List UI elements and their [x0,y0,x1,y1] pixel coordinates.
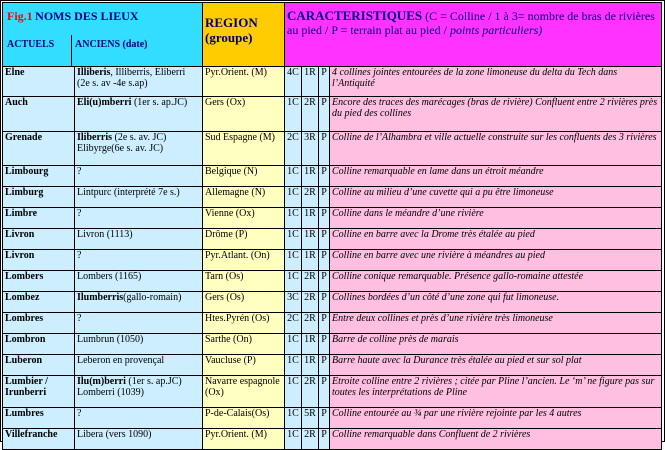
plain-cell [319,208,330,229]
ancient-name-cell [75,208,203,229]
plain-flag: P [321,429,327,440]
plain-flag: P [321,355,327,366]
rivers-cell [302,355,319,376]
rivers-cell [302,313,319,334]
current-name-cell [3,408,75,429]
current-name-cell [3,187,75,208]
region-cell [203,271,285,292]
current-name-cell [3,334,75,355]
table-row [3,313,662,334]
plain-cell [319,429,330,450]
current-name-cell [3,208,75,229]
hills-count: 3C [287,292,299,303]
description: Colline en barre avec une rivière à méandres au pied [332,250,545,261]
hills-cell [285,376,302,408]
hills-cell [285,429,302,450]
rivers-count: 1R [304,250,316,261]
hills-count: 1C [287,408,299,419]
ancient-name-detail: ? [77,313,82,324]
ancient-name-cell [75,132,203,166]
rivers-cell [302,334,319,355]
table-row [3,97,662,132]
rivers-count: 3R [304,132,316,143]
current-name-cell [3,132,75,166]
places-table [2,2,662,450]
region: Tarn (Os) [205,271,244,282]
ancient-name-detail: Libera (vers 1090) [77,429,152,440]
ancient-name-cell [75,97,203,132]
current-name: Lombez [5,292,40,303]
ancient-name-cell [75,355,203,376]
header-region [203,3,285,67]
region-cell [203,313,285,334]
description-cell [330,208,662,229]
description-cell [330,334,662,355]
plain-flag: P [321,208,327,219]
rivers-count: 1R [304,355,316,366]
plain-flag: P [321,292,327,303]
ancient-name-cell [75,67,203,97]
rivers-cell [302,208,319,229]
hills-cell [285,334,302,355]
ancient-name-detail: (2e s. av. JC) Elibyrge(6e s. av. JC) [77,132,167,154]
region: Htes.Pyrén (Os) [205,313,270,324]
ancient-name-main: Eli(u)mberri [77,97,132,108]
region-cell [203,97,285,132]
plain-cell [319,229,330,250]
description: Colline dans le méandre d’une rivière [332,208,484,219]
plain-cell [319,334,330,355]
rivers-cell [302,429,319,450]
region: Gers (Ox) [205,97,246,108]
hills-cell [285,271,302,292]
description-cell [330,67,662,97]
ancient-name-cell [75,408,203,429]
description-cell [330,132,662,166]
plain-flag: P [321,132,327,143]
plain-cell [319,292,330,313]
hills-cell [285,97,302,132]
description-cell [330,355,662,376]
current-name: Lombron [5,334,46,345]
region: Sarthe (On) [205,334,252,345]
current-name: Limburg [5,187,44,198]
current-name-cell [3,429,75,450]
hills-cell [285,208,302,229]
hills-count: 2C [287,132,299,143]
description-cell [330,166,662,187]
header-characteristics [285,3,662,67]
description: Entre deux collines et près d’une rivière très limoneuse [332,313,553,324]
description: Barre haute avec la Durance très étalée au pied et sur sol plat [332,355,582,366]
ancient-name-cell [75,250,203,271]
plain-cell [319,376,330,408]
description-cell [330,250,662,271]
table-row [3,355,662,376]
header-carac-desc: (C = Colline / 1 à 3= nombre de bras de rivières au pied / P = terrain plat au pied / [287,9,655,37]
plain-cell [319,250,330,271]
rivers-cell [302,376,319,408]
description: Encore des traces des marécages (bras de rivière) Confluent entre 2 rivières près du pied des collines [332,97,658,119]
rivers-count: 2R [304,313,316,324]
table-row [3,408,662,429]
region: Navarre espagnole (Ox) [205,376,280,398]
description: Colline conique remarquable. Présence gallo-romaine attestée [332,271,584,282]
plain-cell [319,132,330,166]
description-cell [330,408,662,429]
ancient-name-detail: Livron (1113) [77,229,133,240]
ancient-name-main: Ilu(m)berri [77,376,126,387]
current-name-cell [3,67,75,97]
ancient-name-detail: (1er s. ap.JC) [131,97,188,108]
current-name: Auch [5,97,28,108]
hills-cell [285,187,302,208]
current-name: Livron [5,229,35,240]
hills-cell [285,250,302,271]
description: Colline remarquable dans Confluent de 2 rivières [332,429,531,440]
ancient-name-main: Illiberis [77,67,111,78]
figure-label: Fig.1 [7,9,33,23]
description-cell [330,187,662,208]
plain-cell [319,67,330,97]
plain-cell [319,271,330,292]
ancient-name-detail: Lintpurc (interprété 7e s.) [77,187,180,198]
rivers-count: 1R [304,208,316,219]
description: Collines bordées d’un côté d’une zone qui fut limoneuse. [332,292,560,303]
region-cell [203,408,285,429]
region-cell [203,376,285,408]
ancient-name-cell [75,429,203,450]
ancient-name-main: Iliberris [77,132,112,143]
ancient-name-detail: ? [77,408,82,419]
plain-cell [319,313,330,334]
plain-flag: P [321,334,327,345]
hills-cell [285,408,302,429]
description: Colline entourée au ¾ par une rivière rejointe par les 4 autres [332,408,582,419]
header-carac-title: CARACTERISTIQUES [287,8,423,23]
rivers-count: 1R [304,334,316,345]
description: Colline en barre avec la Drome très étalée au pied [332,229,535,240]
rivers-cell [302,408,319,429]
hills-count: 1C [287,250,299,261]
current-name-cell [3,97,75,132]
region-cell [203,132,285,166]
rivers-cell [302,97,319,132]
description-cell [330,271,662,292]
hills-count: 2C [287,313,299,324]
hills-count: 1C [287,271,299,282]
region: Pyr.Orient. (M) [205,429,267,440]
plain-flag: P [321,166,327,177]
hills-count: 1C [287,376,299,387]
rivers-count: 2R [304,271,316,282]
ancient-name-detail: ? [77,208,82,219]
region-cell [203,429,285,450]
table-row [3,208,662,229]
plain-cell [319,187,330,208]
current-name-cell [3,376,75,408]
hills-count: 1C [287,229,299,240]
rivers-count: 2R [304,97,316,108]
description: Colline de l’Alhambra et ville actuelle construite sur les confluents des 3 rivières [332,132,657,143]
rivers-count: 2R [304,292,316,303]
plain-flag: P [321,271,327,282]
description-cell [330,229,662,250]
region: Gers (Os) [205,292,245,303]
region: Allemagne (N) [205,187,266,198]
hills-cell [285,292,302,313]
region-cell [203,208,285,229]
rivers-cell [302,292,319,313]
plain-cell [319,408,330,429]
rivers-count: 1R [304,229,316,240]
plain-flag: P [321,187,327,198]
ancient-name-detail: ? [77,250,82,261]
table-row [3,292,662,313]
current-name-cell [3,166,75,187]
ancient-name-cell [75,229,203,250]
header-actuels: ACTUELS [7,39,55,50]
rivers-count: 2R [304,376,316,387]
hills-cell [285,132,302,166]
rivers-cell [302,67,319,97]
rivers-count: 2R [304,429,316,440]
region: Pyr.Orient. (M) [205,67,267,78]
table-row [3,166,662,187]
table-row [3,67,662,97]
table-row [3,187,662,208]
table-row [3,429,662,450]
ancient-name-detail: (1er s. ap.JC) Lomberri (1039) [77,376,182,398]
header-anciens: ANCIENS (date) [75,39,148,50]
rivers-count: 2R [304,187,316,198]
hills-cell [285,355,302,376]
rivers-cell [302,166,319,187]
region-cell [203,166,285,187]
current-name: Limbre [5,208,38,219]
table-row [3,229,662,250]
plain-flag: P [321,229,327,240]
plain-flag: P [321,313,327,324]
rivers-count: 1R [304,67,316,78]
description: Colline remarquable en lame dans un étroit méandre [332,166,544,177]
region: Drôme (P) [205,229,248,240]
header-region-title: REGION [205,15,258,30]
table-row [3,250,662,271]
current-name-cell [3,355,75,376]
rivers-cell [302,132,319,166]
header-place-names [3,3,203,67]
region: Belgique (N) [205,166,258,177]
region-cell [203,250,285,271]
current-name: Grenade [5,132,43,143]
hills-count: 1C [287,187,299,198]
ancient-name-detail: ? [77,166,82,177]
ancient-name-cell [75,376,203,408]
hills-count: 1C [287,97,299,108]
current-name: Livron [5,250,35,261]
region-cell [203,67,285,97]
plain-cell [319,166,330,187]
description-cell [330,313,662,334]
region-cell [203,355,285,376]
ancient-name-detail: (gallo-romain) [123,292,182,303]
region: Sud Espagne (M) [205,132,275,143]
header-region-sub: (groupe) [205,30,253,45]
hills-count: 4C [287,67,299,78]
region: Pyr.Atlant. (On) [205,250,270,261]
plain-cell [319,97,330,132]
current-name-cell [3,313,75,334]
ancient-name-detail: Leberon en provençal [77,355,165,366]
table-row [3,334,662,355]
current-name-cell [3,229,75,250]
ancient-name-cell [75,292,203,313]
current-name: Elne [5,67,25,78]
current-name: Lombres [5,313,44,324]
hills-cell [285,313,302,334]
plain-flag: P [321,67,327,78]
region-cell [203,187,285,208]
ancient-name-cell [75,313,203,334]
table-row [3,376,662,408]
description: 4 collines jointes entourées de la zone limoneuse du delta du Tech dans l’Antiquité [332,67,618,89]
plain-flag: P [321,250,327,261]
hills-count: 1C [287,208,299,219]
region-cell [203,229,285,250]
table-row [3,271,662,292]
hills-count: 1C [287,355,299,366]
table-row [3,132,662,166]
rivers-cell [302,229,319,250]
plain-flag: P [321,376,327,387]
hills-count: 1C [287,429,299,440]
ancient-name-detail: Lumbrun (1050) [77,334,144,345]
rivers-count: 5R [304,408,316,419]
plain-flag: P [321,408,327,419]
current-name: Luberon [5,355,43,366]
current-name: Lumbres [5,408,44,419]
ancient-name-cell [75,166,203,187]
region: Vienne (Ox) [205,208,255,219]
rivers-cell [302,187,319,208]
current-name: Limbourg [5,166,49,177]
hills-count: 1C [287,334,299,345]
region: Vaucluse (P) [205,355,256,366]
hills-cell [285,67,302,97]
current-name-cell [3,271,75,292]
description-cell [330,97,662,132]
table-header-row [3,3,662,67]
current-name: Lombers [5,271,44,282]
region: P-de-Calais(Os) [205,408,270,419]
region-cell [203,334,285,355]
description: Barre de colline près de marais [332,334,459,345]
current-name: Lumbier / Irunberri [5,376,48,398]
current-name: Villefranche [5,429,58,440]
header-carac-desc2: points particuliers) [449,23,543,37]
description: Colline au milieu d’une cuvette qui a pu être limoneuse [332,187,554,198]
rivers-cell [302,250,319,271]
current-name-cell [3,250,75,271]
ancient-name-cell [75,187,203,208]
description-cell [330,292,662,313]
header-divider [71,35,72,67]
hills-count: 1C [287,166,299,177]
plain-flag: P [321,97,327,108]
description: Etroite colline entre 2 rivières ; citée par Pline l’ancien. Le ‘m’ ne figure pas sur toutes les interprétations de Pline [332,376,655,398]
region-cell [203,292,285,313]
hills-cell [285,166,302,187]
ancient-name-cell [75,334,203,355]
ancient-name-cell [75,271,203,292]
hills-cell [285,229,302,250]
description-cell [330,376,662,408]
ancient-name-detail: , Illiberris, Eliberri (2e s. av -4e s.ap) [77,67,186,89]
description-cell [330,429,662,450]
plain-cell [319,355,330,376]
ancient-name-detail: Lombers (1165) [77,271,142,282]
rivers-cell [302,271,319,292]
ancient-name-main: Ilumberris [77,292,124,303]
rivers-count: 1R [304,166,316,177]
header-lieux-title: NOMS DES LIEUX [35,9,139,23]
current-name-cell [3,292,75,313]
